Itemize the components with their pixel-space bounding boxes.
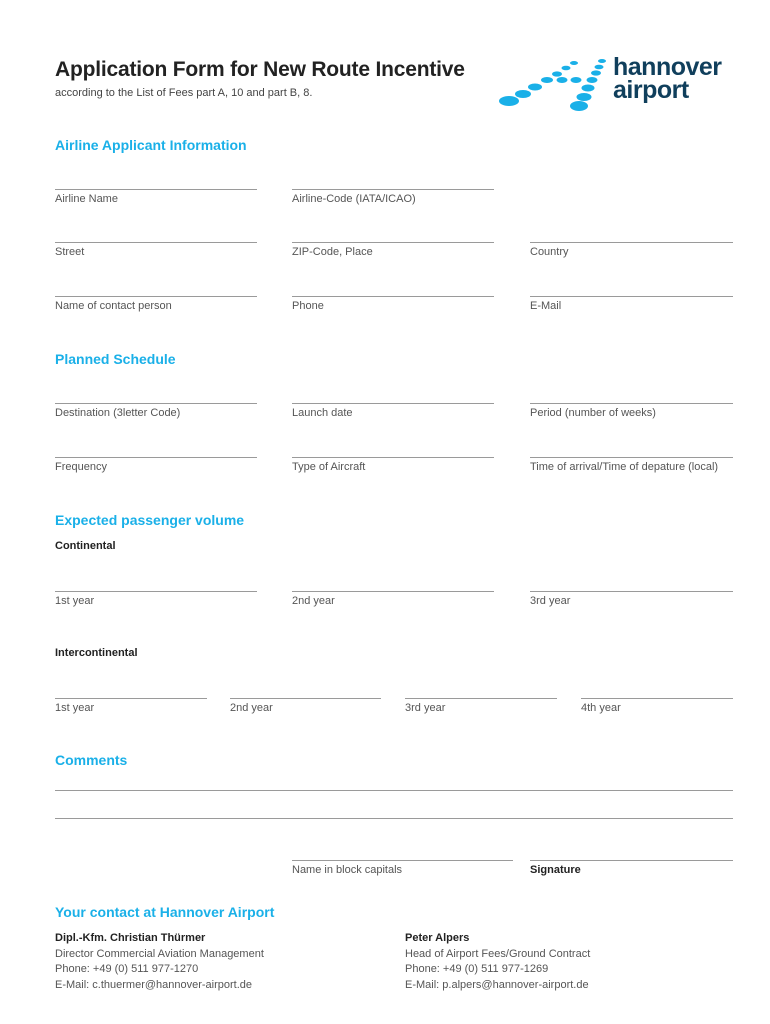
contact-person-input[interactable] <box>55 282 257 297</box>
continental-year1-input[interactable] <box>55 577 257 592</box>
zip-place-field <box>292 242 494 270</box>
intercontinental-year4-input[interactable] <box>581 684 733 699</box>
aircraft-type-field <box>292 457 494 485</box>
continental-year3-field <box>530 591 733 619</box>
contact-card-thuermer <box>55 931 264 994</box>
airline-code-input[interactable] <box>292 175 494 190</box>
period-label: Period (number of weeks) <box>530 407 656 419</box>
continental-year1-field <box>55 591 257 619</box>
section-heading-comments: Comments <box>55 752 128 768</box>
phone-field <box>292 296 494 324</box>
launch-date-label: Launch date <box>292 407 353 419</box>
email-field <box>530 296 733 324</box>
arrival-departure-time-field <box>530 457 733 485</box>
contact-phone: Phone: +49 (0) 511 977-1269 <box>405 963 549 976</box>
logo-dots-icon <box>498 56 608 112</box>
intercontinental-year2-input[interactable] <box>230 684 381 699</box>
contact-role: Head of Airport Fees/Ground Contract <box>405 947 591 960</box>
comments-line-1[interactable] <box>55 790 733 791</box>
intercontinental-year4-field <box>581 698 733 726</box>
continental-year3-input[interactable] <box>530 577 733 592</box>
block-capitals-name-input[interactable] <box>292 846 513 861</box>
airline-name-label: Airline Name <box>55 193 118 205</box>
contact-phone: Phone: +49 (0) 511 977-1270 <box>55 963 199 976</box>
airline-name-input[interactable] <box>55 175 257 190</box>
frequency-input[interactable] <box>55 443 257 458</box>
continental-year2-label: 2nd year <box>292 595 335 607</box>
airline-name-field <box>55 189 257 217</box>
arrival-departure-time-label: Time of arrival/Time of depature (local) <box>530 461 719 473</box>
comments-line-2[interactable] <box>55 818 733 819</box>
contact-email[interactable]: E-Mail: p.alpers@hannover-airport.de <box>405 979 589 992</box>
intercontinental-year4-label: 4th year <box>581 702 621 714</box>
contact-name: Dipl.-Kfm. Christian Thürmer <box>55 932 206 944</box>
continental-year3-label: 3rd year <box>530 595 571 607</box>
contact-person-label: Name of contact person <box>55 300 172 312</box>
section-heading-contact: Your contact at Hannover Airport <box>55 904 275 920</box>
intercontinental-year1-label: 1st year <box>55 702 95 714</box>
logo-wordmark <box>613 53 722 104</box>
frequency-field <box>55 457 257 485</box>
logo-line-2: airport <box>613 76 689 104</box>
page-title: Application Form for New Route Incentive <box>55 58 465 81</box>
period-field <box>530 403 733 431</box>
zip-place-label: ZIP-Code, Place <box>292 246 373 258</box>
phone-input[interactable] <box>292 282 494 297</box>
signature-field <box>530 860 733 888</box>
country-field <box>530 242 733 270</box>
street-field <box>55 242 257 270</box>
intercontinental-year3-input[interactable] <box>405 684 557 699</box>
signature-input[interactable] <box>530 846 733 861</box>
signature-label: Signature <box>530 864 581 876</box>
logo-line-1: hannover <box>613 53 722 81</box>
email-input[interactable] <box>530 282 733 297</box>
intercontinental-year1-field <box>55 698 207 726</box>
contact-card-alpers <box>405 931 590 994</box>
section-heading-passengers: Expected passenger volume <box>55 512 245 528</box>
hannover-airport-logo <box>498 53 738 112</box>
intercontinental-year3-field <box>405 698 557 726</box>
intercontinental-heading: Intercontinental <box>55 647 138 659</box>
country-label: Country <box>530 246 569 258</box>
contact-role: Director Commercial Aviation Management <box>55 947 264 960</box>
launch-date-input[interactable] <box>292 389 494 404</box>
block-capitals-name-field <box>292 860 513 888</box>
country-input[interactable] <box>530 228 733 243</box>
airline-code-label: Airline-Code (IATA/ICAO) <box>292 193 416 205</box>
contact-email[interactable]: E-Mail: c.thuermer@hannover-airport.de <box>55 979 253 992</box>
contact-name: Peter Alpers <box>405 932 470 944</box>
continental-heading: Continental <box>55 540 116 552</box>
launch-date-field <box>292 403 494 431</box>
destination-field <box>55 403 257 431</box>
destination-input[interactable] <box>55 389 257 404</box>
intercontinental-year2-field <box>230 698 381 726</box>
street-input[interactable] <box>55 228 257 243</box>
intercontinental-year1-input[interactable] <box>55 684 207 699</box>
intercontinental-year3-label: 3rd year <box>405 702 446 714</box>
street-label: Street <box>55 246 85 258</box>
zip-place-input[interactable] <box>292 228 494 243</box>
frequency-label: Frequency <box>55 461 107 473</box>
aircraft-type-input[interactable] <box>292 443 494 458</box>
arrival-departure-time-input[interactable] <box>530 443 733 458</box>
continental-year2-input[interactable] <box>292 577 494 592</box>
section-heading-applicant: Airline Applicant Information <box>55 137 247 153</box>
aircraft-type-label: Type of Aircraft <box>292 461 366 473</box>
section-heading-schedule: Planned Schedule <box>55 351 176 367</box>
destination-label: Destination (3letter Code) <box>55 407 181 419</box>
intercontinental-year2-label: 2nd year <box>230 702 273 714</box>
block-capitals-name-label: Name in block capitals <box>292 864 403 876</box>
continental-year2-field <box>292 591 494 619</box>
continental-year1-label: 1st year <box>55 595 95 607</box>
email-label: E-Mail <box>530 300 562 312</box>
phone-label: Phone <box>292 300 324 312</box>
page-subtitle: according to the List of Fees part A, 10 and part B, 8. <box>55 87 313 99</box>
period-input[interactable] <box>530 389 733 404</box>
airline-code-field <box>292 189 494 217</box>
contact-person-field <box>55 296 257 324</box>
